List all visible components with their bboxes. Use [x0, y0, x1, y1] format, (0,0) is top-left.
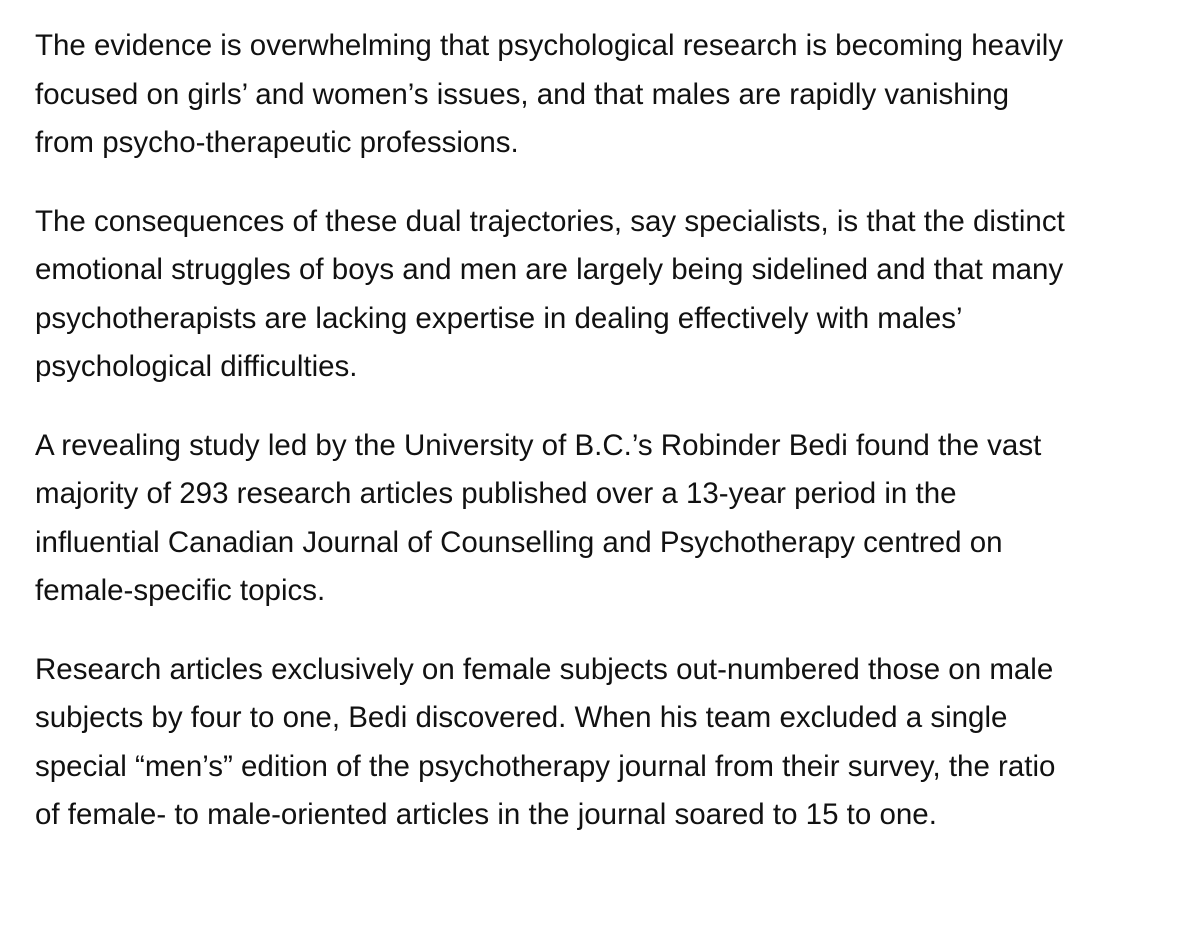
- paragraph-consequences: [35, 198, 1180, 392]
- paragraph-ratio: [35, 646, 1180, 840]
- text-line: The evidence is overwhelming that psychological research is becoming heavily: [35, 29, 1064, 62]
- paragraph-evidence: [35, 22, 1180, 168]
- text-line: subjects by four to one, Bedi discovered. When his team excluded a single: [35, 701, 1008, 734]
- text-line: psychotherapists are lacking expertise in dealing effectively with males’: [35, 301, 963, 335]
- text-line: The consequences of these dual trajectories, say specialists, is that the distinct: [35, 204, 1065, 238]
- text-line: from psycho-therapeutic professions.: [35, 126, 519, 159]
- text-line: A revealing study led by the University of B.C.’s Robinder Bedi found the vast: [35, 428, 1042, 462]
- text-line: majority of 293 research articles published over a 13-year period in the: [35, 477, 957, 510]
- text-line: Research articles exclusively on female subjects out-numbered those on male: [35, 652, 1054, 686]
- text-line: emotional struggles of boys and men are largely being sidelined and that many: [35, 253, 1064, 286]
- text-line: special “men’s” edition of the psychotherapy journal from their survey, the ratio: [35, 749, 1056, 783]
- text-line: female-specific topics.: [35, 574, 326, 607]
- text-line: focused on girls’ and women’s issues, and that males are rapidly vanishing: [35, 77, 1010, 111]
- text-line: psychological difficulties.: [35, 350, 358, 383]
- text-line: of female- to male-oriented articles in the journal soared to 15 to one.: [35, 798, 937, 831]
- text-line: influential Canadian Journal of Counselling and Psychotherapy centred on: [35, 525, 1003, 559]
- paragraph-study: [35, 422, 1180, 616]
